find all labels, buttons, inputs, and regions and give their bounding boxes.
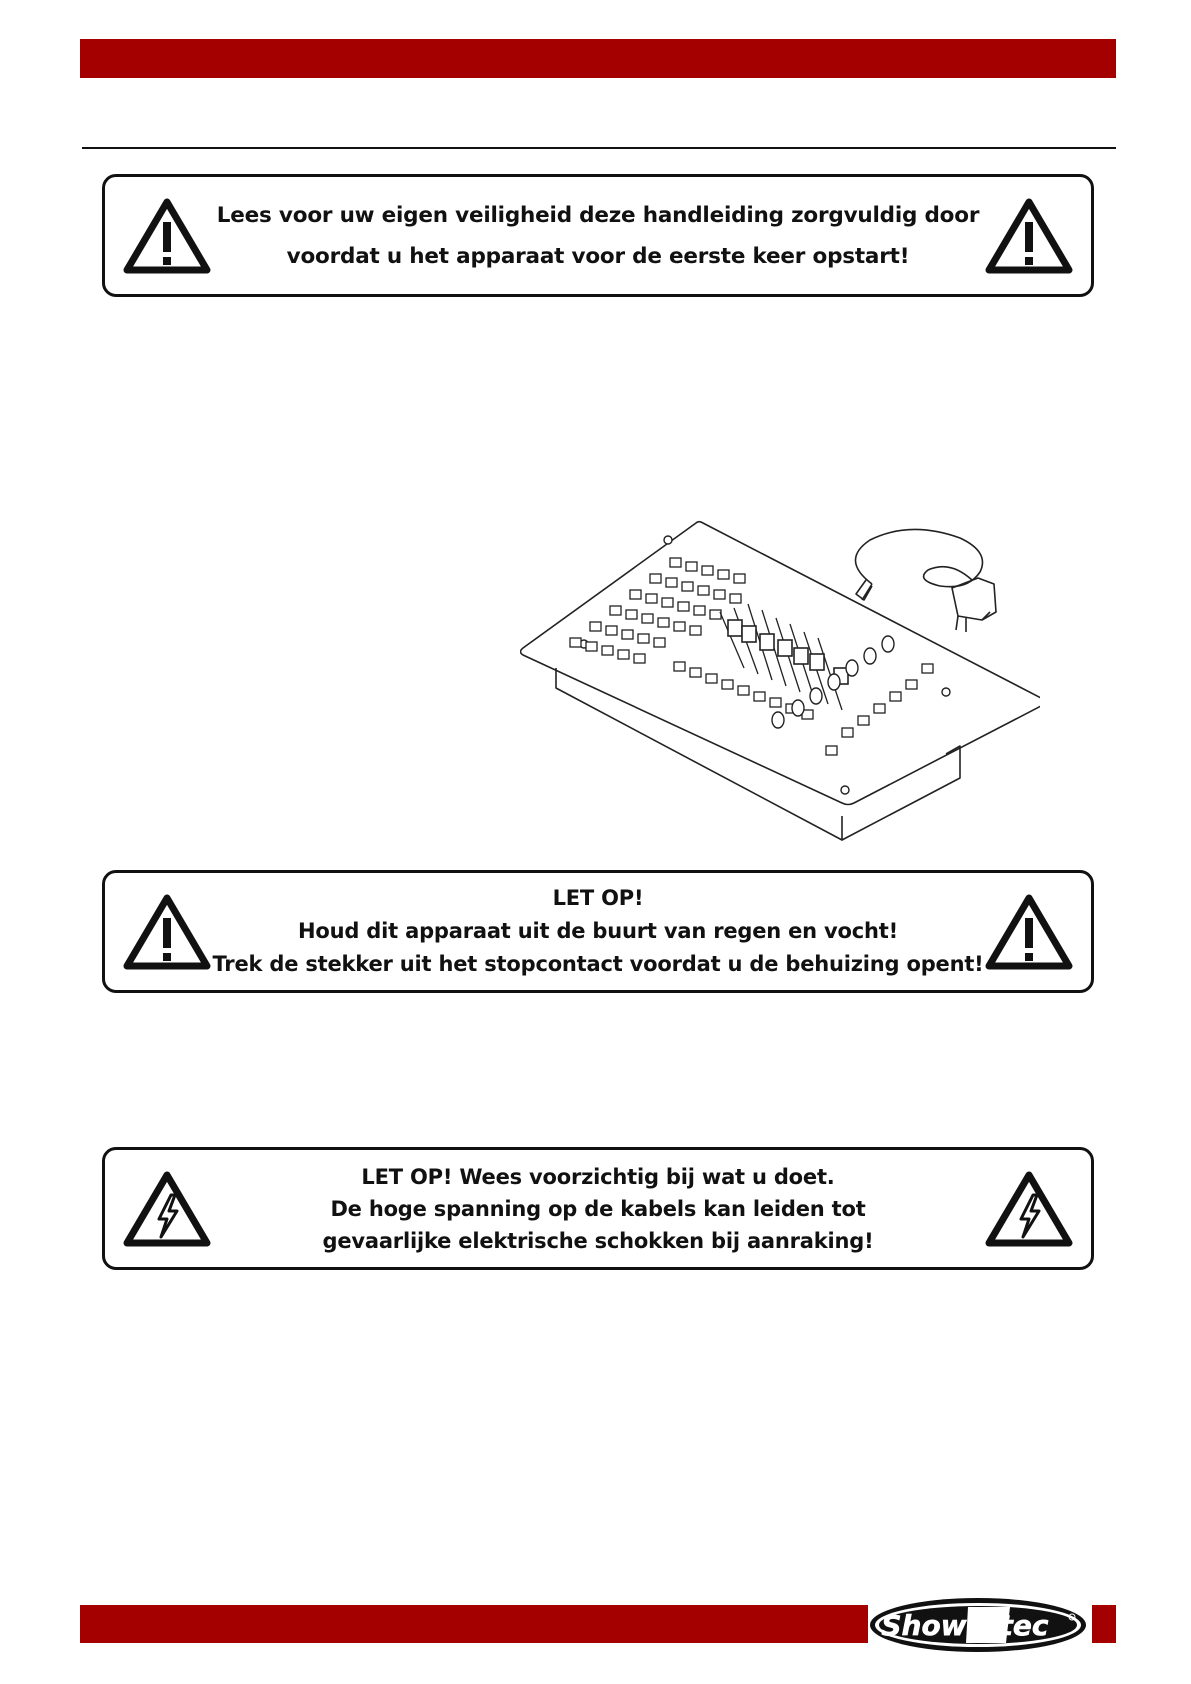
logo-text-tec: tec <box>999 1609 1049 1642</box>
title-rule <box>82 147 1116 149</box>
safety-warning-box <box>102 174 1094 297</box>
logo-text-show: Show <box>881 1609 967 1642</box>
safety-warning-line-2: voordat u het apparaat voor de eerste keer opstart! <box>286 243 910 269</box>
high-voltage-icon <box>983 1169 1075 1249</box>
high-voltage-icon <box>121 1169 213 1249</box>
footer-bar <box>80 1605 868 1643</box>
exclamation-warning-icon <box>983 892 1075 972</box>
moisture-warning-heading: LET OP! <box>552 886 644 910</box>
voltage-warning-line-2: De hoge spanning op de kabels kan leiden tot <box>330 1196 866 1221</box>
footer-bar-end <box>1092 1605 1116 1643</box>
moisture-warning-box <box>102 870 1094 993</box>
moisture-warning-line-2: Trek de stekker uit het stopcontact voordat u de behuizing opent! <box>212 952 984 976</box>
header-bar <box>80 39 1116 78</box>
exclamation-warning-icon <box>121 196 213 276</box>
voltage-warning-line-3: gevaarlijke elektrische schokken bij aanraking! <box>322 1228 874 1253</box>
showtec-logo <box>866 1595 1090 1655</box>
voltage-warning-box <box>102 1147 1094 1270</box>
dmx-controller-illustration <box>520 520 1040 850</box>
exclamation-warning-icon <box>121 892 213 972</box>
exclamation-warning-icon <box>983 196 1075 276</box>
safety-warning-line-1: Lees voor uw eigen veiligheid deze handleiding zorgvuldig door <box>216 202 980 228</box>
voltage-warning-line-1: LET OP! Wees voorzichtig bij wat u doet. <box>361 1164 835 1189</box>
moisture-warning-line-1: Houd dit apparaat uit de buurt van regen en vocht! <box>298 919 898 943</box>
